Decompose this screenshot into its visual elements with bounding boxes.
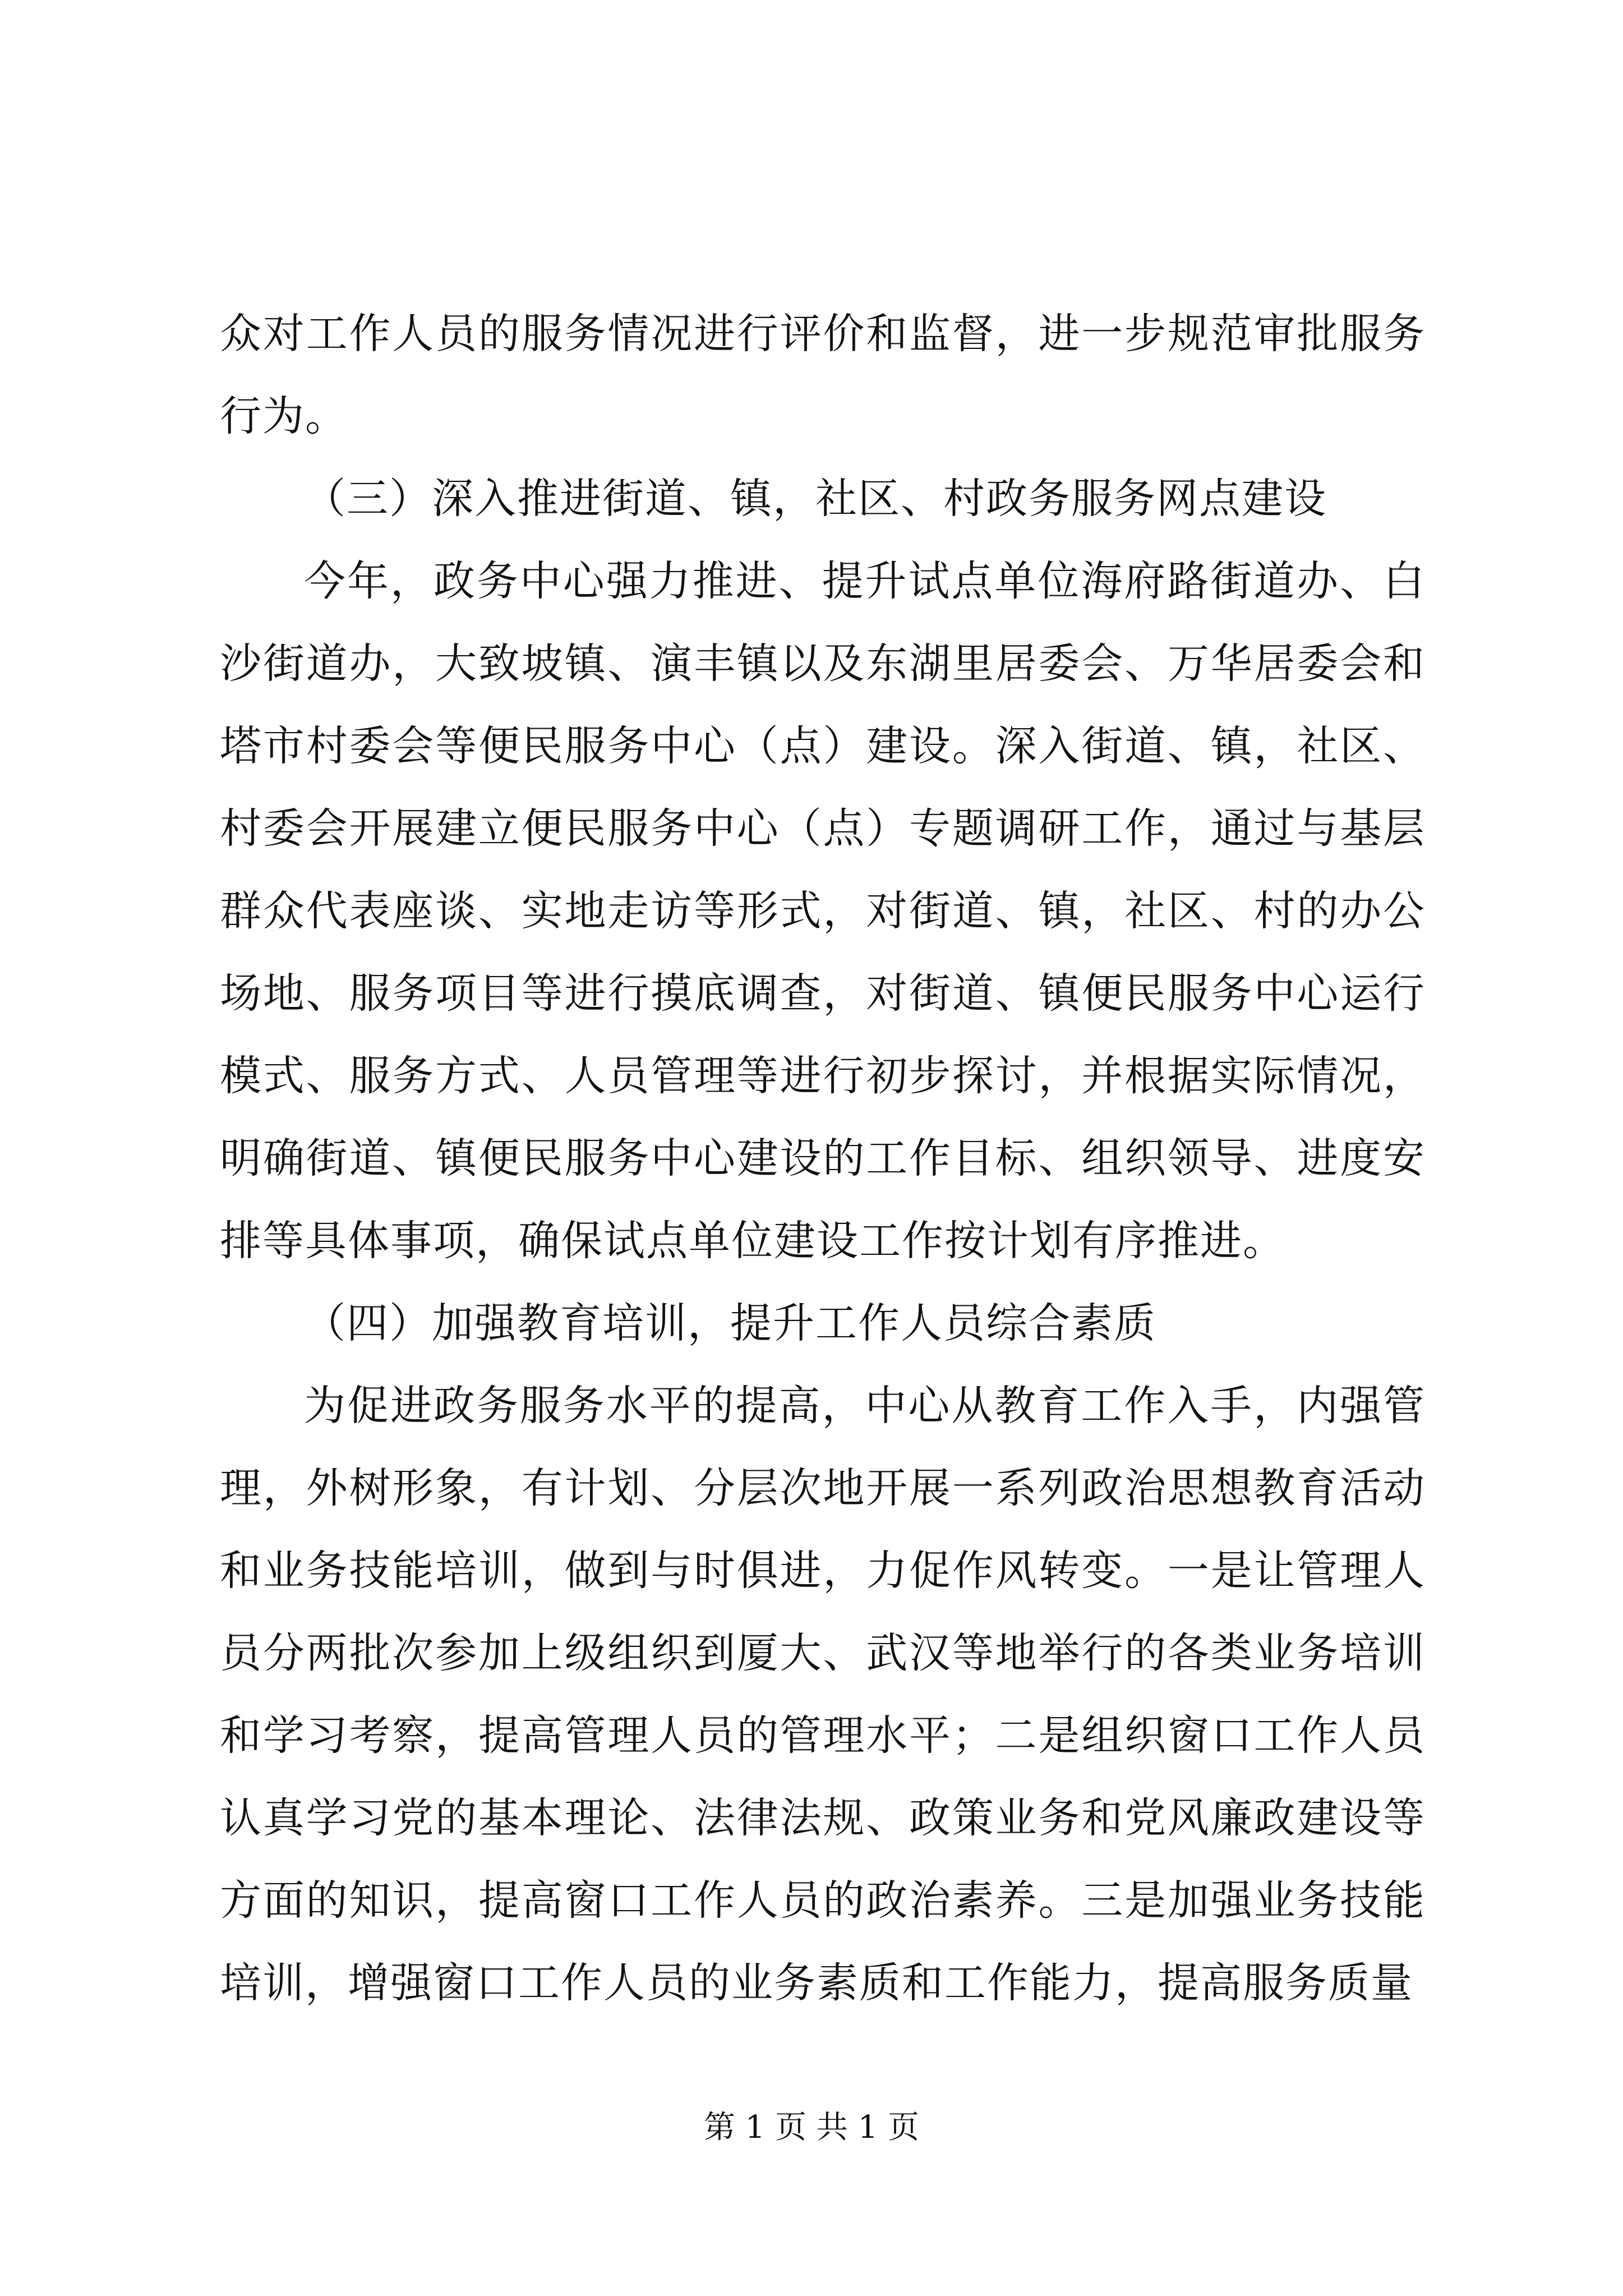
section-heading-3: （三）深入推进街道、镇，社区、村政务服务网点建设 [304,475,1327,523]
section-heading-4: （四）加强教育培训，提升工作人员综合素质 [304,1299,1156,1347]
paragraph-3: 为促进政务服务水平的提高，中心从教育工作入手，内强管理，外树形象，有计划、分层次地开展一系列政治思想教育活动和业务技能培训，做到与时俱进，力促作风转变。一是让管理人员分两批次参加上级组织到厦大、武汉等地举行的各类业务培训和学习考察，提高管理人员的管理水平；二是组织窗口工作人员认真学习党的基本理论、法律法规、政策业务和党风廉政建设等方面的知识，提高窗口工作人员的政治素养。三是加强业务技能培训，增强窗口工作人员的业务素质和工作能力，提高服务质量 [220,1382,1426,2007]
paragraph-2: 今年，政务中心强力推进、提升试点单位海府路街道办、白沙街道办，大致坡镇、演丰镇以及东湖里居委会、万华居委会和塔市村委会等便民服务中心（点）建设。深入街道、镇，社区、村委会开展建立便民服务中心（点）专题调研工作，通过与基层群众代表座谈、实地走访等形式，对街道、镇，社区、村的办公场地、服务项目等进行摸底调查，对街道、镇便民服务中心运行模式、服务方式、人员管理等进行初步探讨，并根据实际情况，明确街道、镇便民服务中心建设的工作目标、组织领导、进度安排等具体事项，确保试点单位建设工作按计划有序推进。 [220,557,1426,1265]
page-footer: 第 1 页 共 1 页 [703,2109,920,2146]
paragraph-1: 众对工作人员的服务情况进行评价和监督，进一步规范审批服务行为。 [220,310,1426,440]
document-body [220,293,1426,2024]
